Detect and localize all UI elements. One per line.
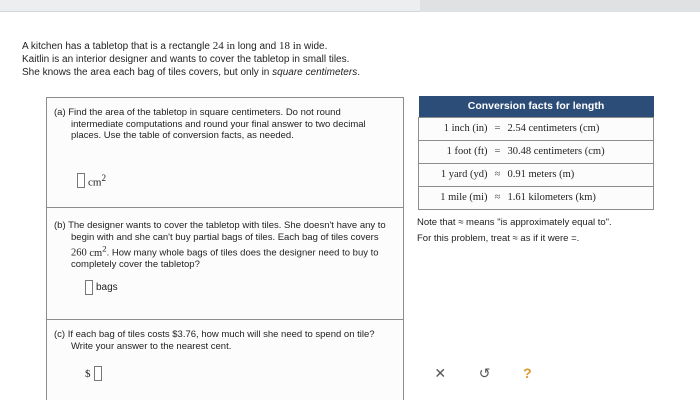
top-bar-segment	[420, 0, 700, 12]
intro-text: wide.	[301, 41, 328, 52]
part-b-text	[54, 220, 392, 271]
undo-icon[interactable]: ↺	[478, 364, 491, 381]
table-row	[419, 186, 654, 209]
clear-icon[interactable]: ✕	[434, 364, 447, 381]
part-b-input[interactable]	[85, 280, 93, 295]
intro-text: A kitchen has a tabletop that is a rectangle	[22, 41, 213, 52]
part-c-section	[47, 320, 403, 400]
part-a-unit	[88, 173, 106, 189]
dollar-sign: $	[85, 367, 91, 380]
part-b-unit: bags	[96, 282, 118, 293]
conversion-symbol: ≈	[491, 186, 505, 209]
part-b-text-2: . How many whole bags of tiles does the designer need to buy to completely cover the tabletop?	[71, 247, 379, 270]
unit-exponent: 2	[101, 173, 107, 183]
tabletop-length: 24	[212, 40, 224, 52]
part-a-section	[47, 98, 403, 208]
conversion-right: 1.61 kilometers (km)	[505, 186, 654, 209]
conversion-symbol: ≈	[491, 163, 505, 186]
top-bar	[0, 0, 700, 12]
question-panel	[46, 97, 404, 400]
part-b-answer-row	[85, 280, 118, 295]
part-c-input[interactable]	[94, 366, 102, 381]
conversion-symbol: =	[491, 140, 505, 163]
bag-coverage-value: 260	[71, 247, 87, 259]
conversion-right: 0.91 meters (m)	[505, 163, 654, 186]
table-row	[419, 117, 654, 140]
conversion-right: 2.54 centimeters (cm)	[505, 117, 654, 140]
part-b-text-1: (b) The designer wants to cover the tabletop with tiles. She doesn't have any to begin with and she can't buy partial bags of tiles. Each bag of tiles covers	[54, 220, 386, 243]
unit-cm: cm	[86, 247, 103, 259]
intro-line-2: Kaitlin is an interior designer and wants to cover the tabletop in small tiles.	[22, 54, 350, 65]
part-a-input[interactable]	[77, 173, 85, 188]
note-line-1: Note that ≈ means "is approximately equal to".	[417, 217, 612, 228]
intro-text: .	[357, 67, 360, 78]
help-icon[interactable]: ?	[523, 365, 532, 381]
conversion-left: 1 mile (mi)	[419, 186, 491, 209]
part-c-answer-row	[85, 366, 102, 381]
part-b-section	[47, 208, 403, 320]
intro-text: long and	[235, 41, 279, 52]
part-a-text: (a) Find the area of the tabletop in square centimeters. Do not round intermediate computations and round your final answer to two decimal places. Use the table of conversion facts, as needed.	[54, 107, 366, 141]
conversion-right: 30.48 centimeters (cm)	[505, 140, 654, 163]
unit-in: in	[223, 40, 235, 52]
conversion-table-title: Conversion facts for length	[419, 96, 654, 117]
conversion-left: 1 inch (in)	[419, 117, 491, 140]
unit-exponent: 2	[102, 243, 107, 253]
conversion-table	[418, 96, 654, 210]
table-row	[419, 163, 654, 186]
intro-line-3	[22, 66, 462, 79]
conversion-left: 1 yard (yd)	[419, 163, 491, 186]
action-bar	[418, 360, 548, 386]
conversion-symbol: =	[491, 117, 505, 140]
unit-cm: cm	[88, 176, 102, 189]
intro-text: She knows the area each bag of tiles covers, but only in	[22, 67, 273, 78]
bag-coverage-unit	[86, 243, 107, 259]
conversion-left: 1 foot (ft)	[419, 140, 491, 163]
table-row	[419, 140, 654, 163]
part-c-text: (c) If each bag of tiles costs $3.76, how much will she need to spend on tile? Write your answer to the nearest cent.	[54, 329, 375, 352]
tabletop-width: 18	[278, 40, 290, 52]
part-a-answer-row	[77, 173, 106, 189]
conversion-note	[417, 215, 687, 247]
intro-line-1	[22, 40, 462, 53]
intro-emphasis: square centimeters	[272, 67, 358, 78]
unit-in: in	[289, 40, 302, 52]
problem-intro	[22, 40, 462, 79]
note-line-2: For this problem, treat ≈ as if it were =.	[417, 233, 580, 244]
